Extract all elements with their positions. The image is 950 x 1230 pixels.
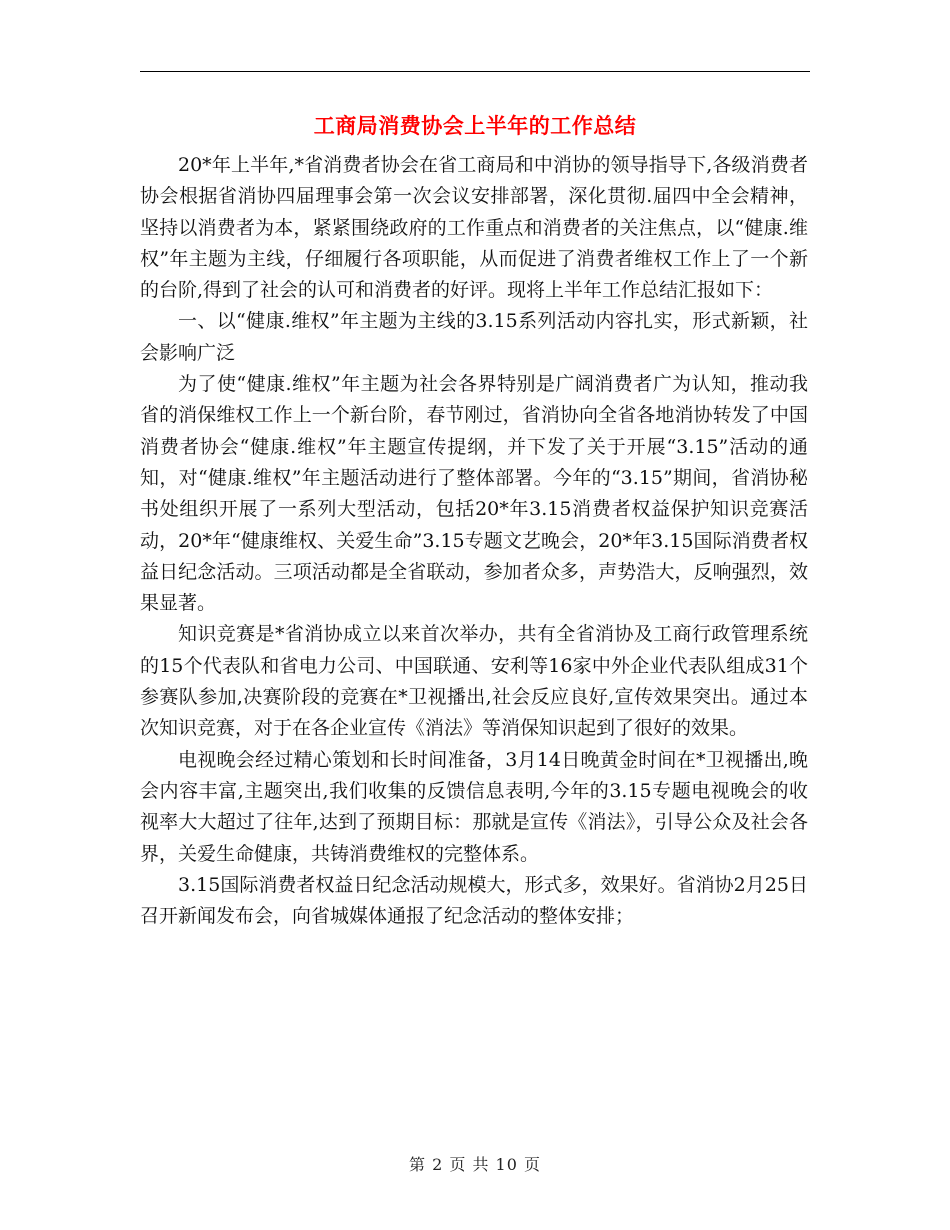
paragraph-intro: 20*年上半年,*省消费者协会在省工商局和中消协的领导指导下,各级消费者协会根据省消协四届理事会第一次会议安排部署，深化贯彻.届四中全会精神，坚持以消费者为本，紧紧围绕政府的工作重点和消费者的关注焦点，以“健康.维权”年主题为主线，仔细履行各项职能，从而促进了消费者维权工作上了一个新的台阶,得到了社会的认可和消费者的好评。现将上半年工作总结汇报如下： — [140, 154, 808, 302]
paragraph-tv-gala: 电视晚会经过精心策划和长时间准备，3月14日晚黄金时间在*卫视播出,晚会内容丰富,主题突出,我们收集的反馈信息表明,今年的3.15专题电视晚会的收视率大大超过了往年,达到了预期目标：那就是宣传《消法》，引导公众及社会各界，关爱生命健康，共铸消费维权的完整体系。 — [140, 748, 808, 865]
document-title: 工商局消费协会上半年的工作总结 — [313, 113, 637, 138]
page-footer: 第 2 页 共 10 页 — [409, 1155, 541, 1174]
paragraph-commemoration: 3.15国际消费者权益日纪念活动规模大，形式多，效果好。省消协2月25日召开新闻发布会，向省城媒体通报了纪念活动的整体安排； — [140, 873, 808, 928]
document-body — [140, 150, 808, 932]
paragraph-theme: 为了使“健康.维权”年主题为社会各界特别是广阔消费者广为认知，推动我省的消保维权工作上一个新台阶，春节刚过，省消协向全省各地消协转发了中国消费者协会“健康.维权”年主题宣传提纲，并下发了关于开展“3.15”活动的通知，对“健康.维权”年主题活动进行了整体部署。今年的“3.15”期间，省消协秘书处组织开展了一系列大型活动，包括20*年3.15消费者权益保护知识竞赛活动，20*年“健康维权、关爱生命”3.15专题文艺晚会，20*年3.15国际消费者权益日纪念活动。三项活动都是全省联动，参加者众多，声势浩大，反响强烈，效果显著。 — [140, 373, 808, 615]
header-rule — [140, 71, 810, 72]
paragraph-quiz: 知识竞赛是*省消协成立以来首次举办，共有全省消协及工商行政管理系统的15个代表队和省电力公司、中国联通、安利等16家中外企业代表队组成31个参赛队参加,决赛阶段的竞赛在*卫视播出,社会反应良好,宣传效果突出。通过本次知识竞赛，对于在各企业宣传《消法》等消保知识起到了很好的效果。 — [140, 623, 808, 740]
section-heading-1: 一、以“健康.维权”年主题为主线的3.15系列活动内容扎实，形式新颖，社会影响广泛 — [140, 310, 808, 364]
